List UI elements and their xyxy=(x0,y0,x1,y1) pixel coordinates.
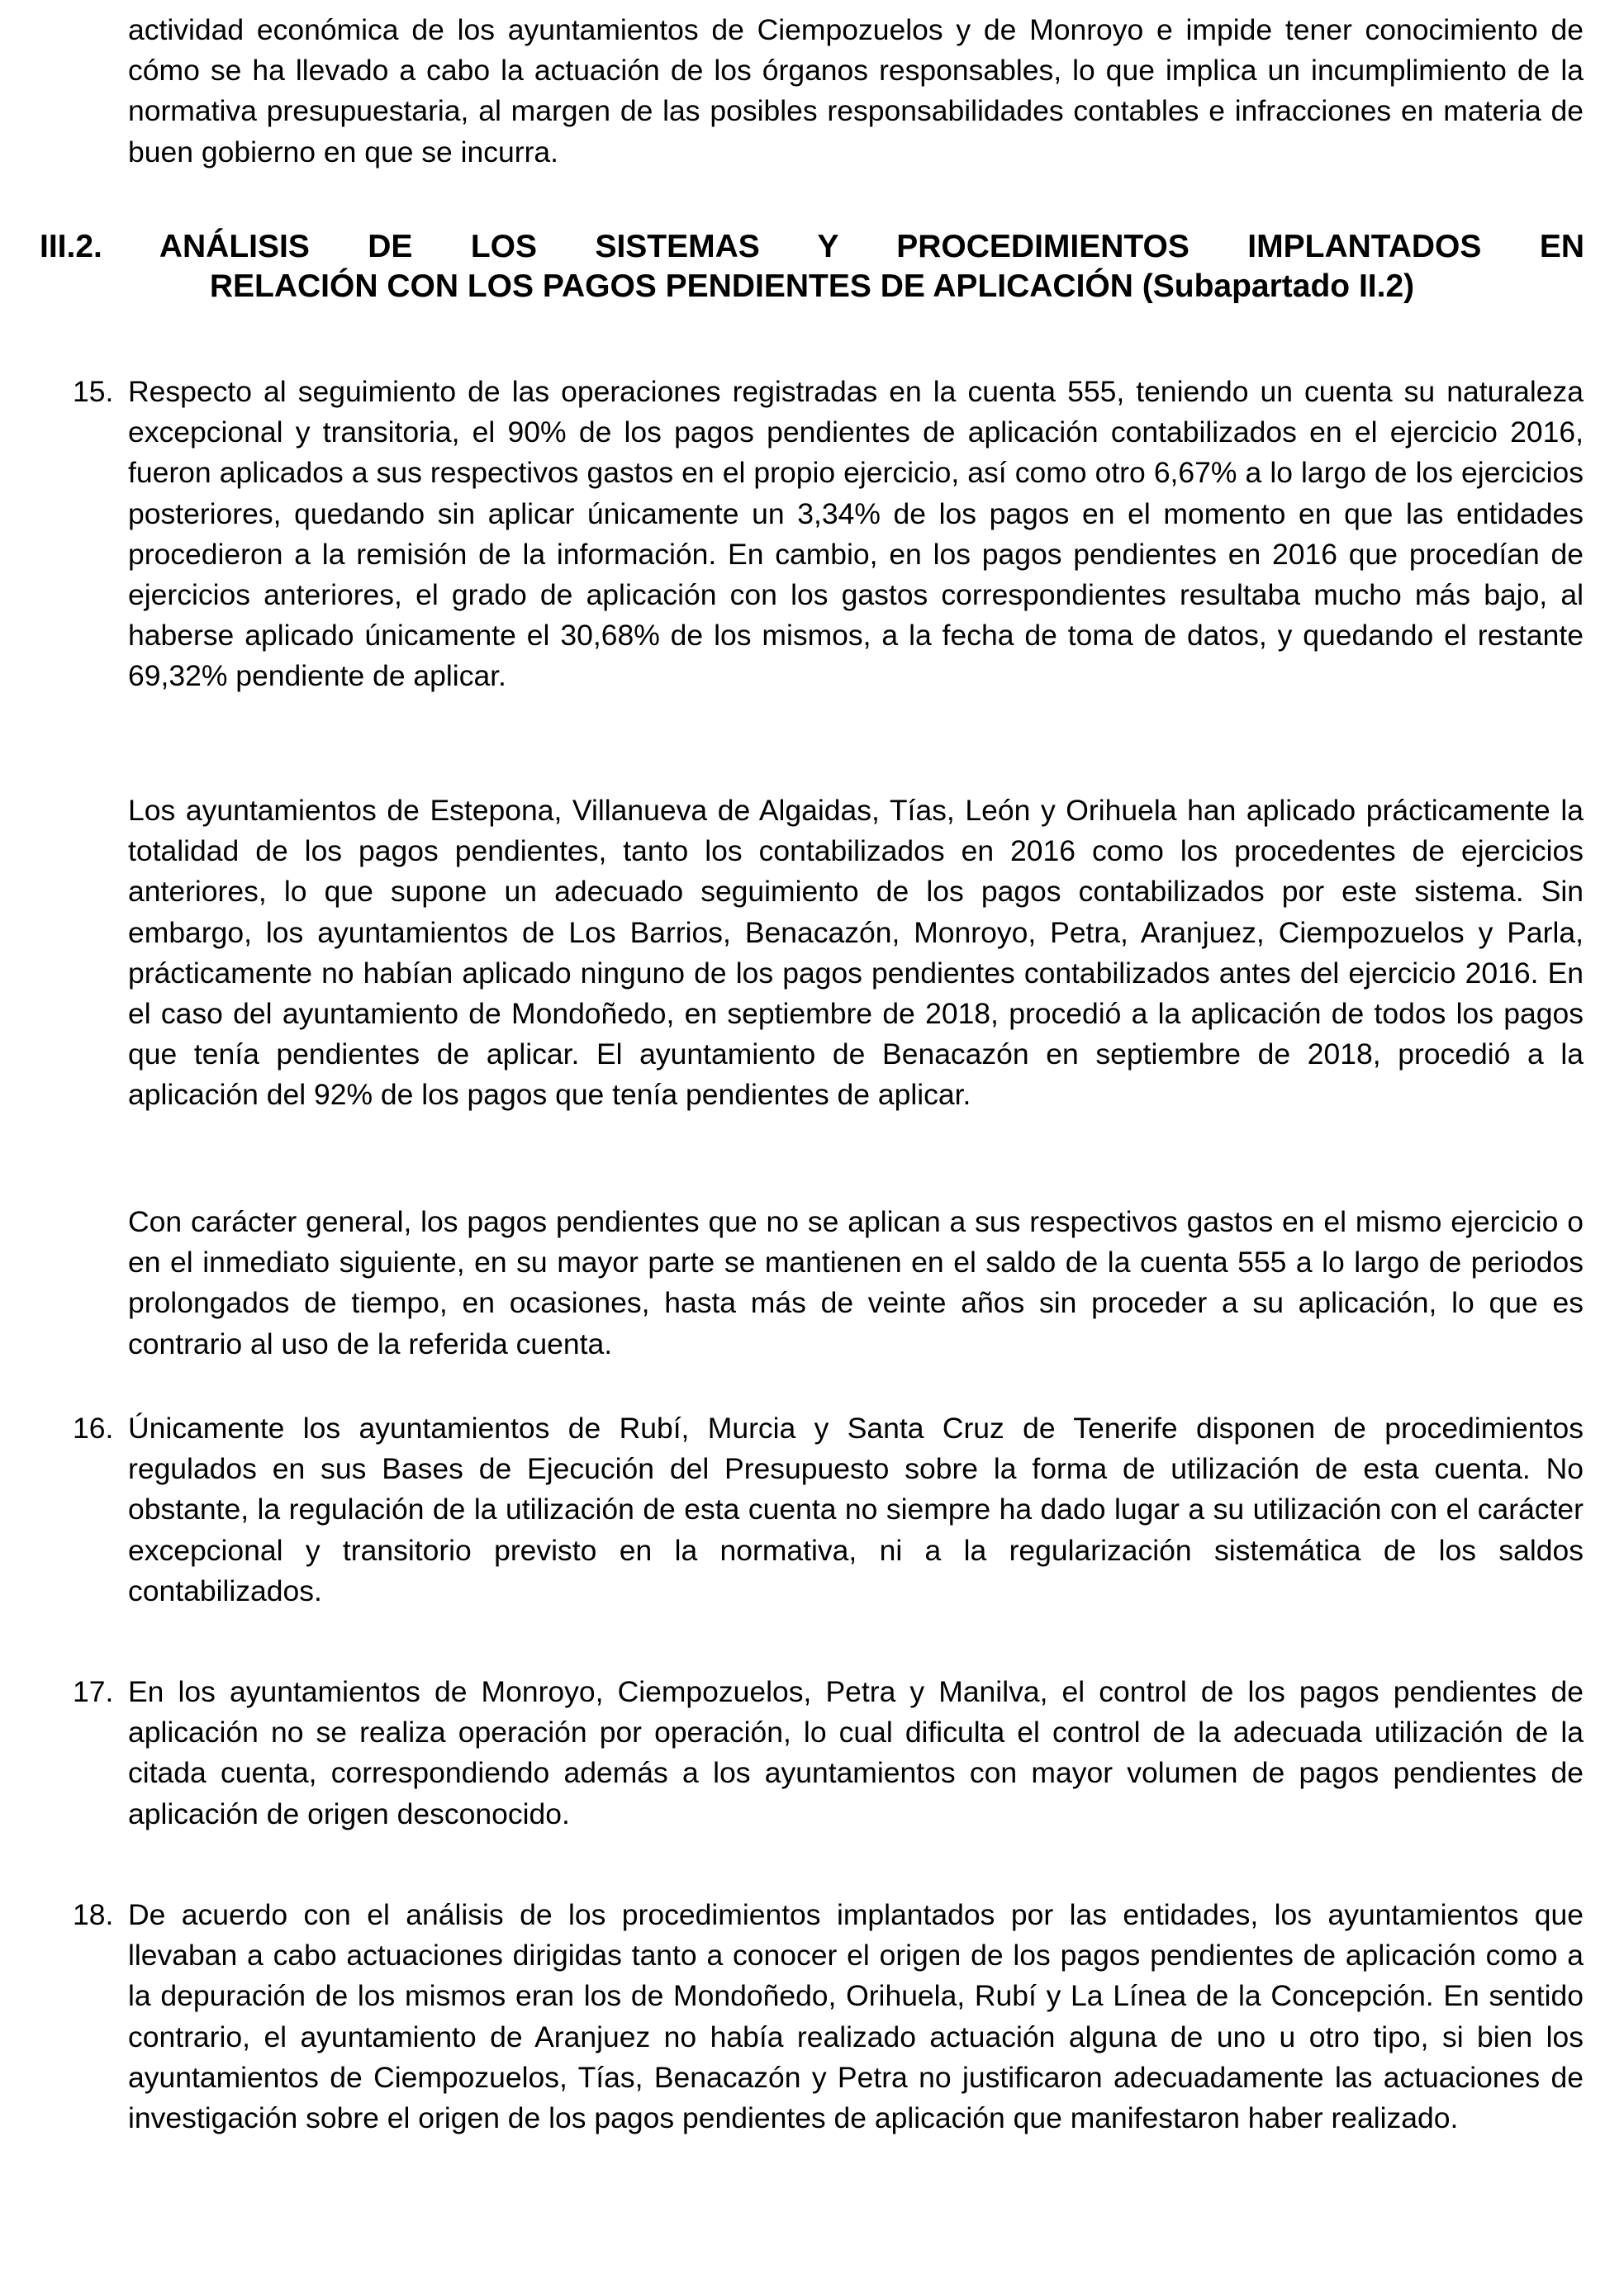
intro-paragraph: actividad económica de los ayuntamientos de Ciempozuelos y de Monroyo e impide tener conocimiento de cómo se ha llevado a cabo la actuación de los órganos responsables, lo que implica un incumplimiento de la normativa presupuestaria, al margen de las posibles responsabilidades contables e infracciones en materia de buen gobierno en que se incurra. xyxy=(128,13,1584,169)
item-number: 18. xyxy=(73,1898,114,1931)
item-17-paragraph: En los ayuntamientos de Monroyo, Ciempozuelos, Petra y Manilva, el control de los pagos pendientes de aplicación no se realiza operación por operación, lo cual dificulta el control de la adecuada utilización de la citada cuenta, correspondiendo además a los ayuntamientos con mayor volumen de pagos pendientes de aplicación de origen desconocido. xyxy=(128,1675,1584,1830)
item-number: 17. xyxy=(73,1675,114,1708)
item-18-paragraph: De acuerdo con el análisis de los procedimientos implantados por las entidades, los ayuntamientos que llevaban a cabo actuaciones dirigidas tanto a conocer el origen de los pagos pendientes de aplicación como a la depuración de los mismos eran los de Mondoñedo, Orihuela, Rubí y La Línea de la Concepción. En sentido contrario, el ayuntamiento de Aranjuez no había realizado actuación alguna de uno u otro tipo, si bien los ayuntamientos de Ciempozuelos, Tías, Benacazón y Petra no justificaron adecuadamente las actuaciones de investigación sobre el origen de los pagos pendientes de aplicación que manifestaron haber realizado. xyxy=(128,1898,1584,2135)
section-heading-line-1: III.2. ANÁLISIS DE LOS SISTEMAS Y PROCEDIMIENTOS IMPLANTADOS EN xyxy=(40,229,1584,264)
section-heading xyxy=(40,227,1584,306)
item-15-paragraph-3: Con carácter general, los pagos pendientes que no se aplican a sus respectivos gastos en el mismo ejercicio o en el inmediato siguiente, en su mayor parte se mantienen en el saldo de la cuenta 555 a lo largo de periodos prolongados de tiempo, en ocasiones, hasta más de veinte años sin proceder a su aplicación, lo que es contrario al uso de la referida cuenta. xyxy=(128,1205,1584,1360)
item-15-paragraph-1: Respecto al seguimiento de las operaciones registradas en la cuenta 555, teniendo un cuenta su naturaleza excepcional y transitoria, el 90% de los pagos pendientes de aplicación contabilizados en el ejercicio 2016, fueron aplicados a sus respectivos gastos en el propio ejercicio, así como otro 6,67% a lo largo de los ejercicios posteriores, quedando sin aplicar únicamente un 3,34% de los pagos en el momento en que las entidades procedieron a la remisión de la información. En cambio, en los pagos pendientes en 2016 que procedían de ejercicios anteriores, el grado de aplicación con los gastos correspondientes resultaba mucho más bajo, al haberse aplicado únicamente el 30,68% de los mismos, a la fecha de toma de datos, y quedando el restante 69,32% pendiente de aplicar. xyxy=(128,375,1584,693)
item-number: 15. xyxy=(73,375,114,408)
item-15-paragraph-2: Los ayuntamientos de Estepona, Villanueva de Algaidas, Tías, León y Orihuela han aplicado prácticamente la totalidad de los pagos pendientes, tanto los contabilizados en 2016 como los procedentes de ejercicios anteriores, lo que supone un adecuado seguimiento de los pagos contabilizados por este sistema. Sin embargo, los ayuntamientos de Los Barrios, Benacazón, Monroyo, Petra, Aranjuez, Ciempozuelos y Parla, prácticamente no habían aplicado ninguno de los pagos pendientes contabilizados antes del ejercicio 2016. En el caso del ayuntamiento de Mondoñedo, en septiembre de 2018, procedió a la aplicación de todos los pagos que tenía pendientes de aplicar. El ayuntamiento de Benacazón en septiembre de 2018, procedió a la aplicación del 92% de los pagos que tenía pendientes de aplicar. xyxy=(128,794,1584,1112)
item-number: 16. xyxy=(73,1412,114,1445)
item-16-paragraph: Únicamente los ayuntamientos de Rubí, Murcia y Santa Cruz de Tenerife disponen de procedimientos regulados en sus Bases de Ejecución del Presupuesto sobre la forma de utilización de esta cuenta. No obstante, la regulación de la utilización de esta cuenta no siempre ha dado lugar a su utilización con el carácter excepcional y transitorio previsto en la normativa, ni a la regularización sistemática de los saldos contabilizados. xyxy=(128,1412,1584,1607)
section-heading-line-2: RELACIÓN CON LOS PAGOS PENDIENTES DE APLICACIÓN (Subapartado II.2) xyxy=(209,268,1415,304)
